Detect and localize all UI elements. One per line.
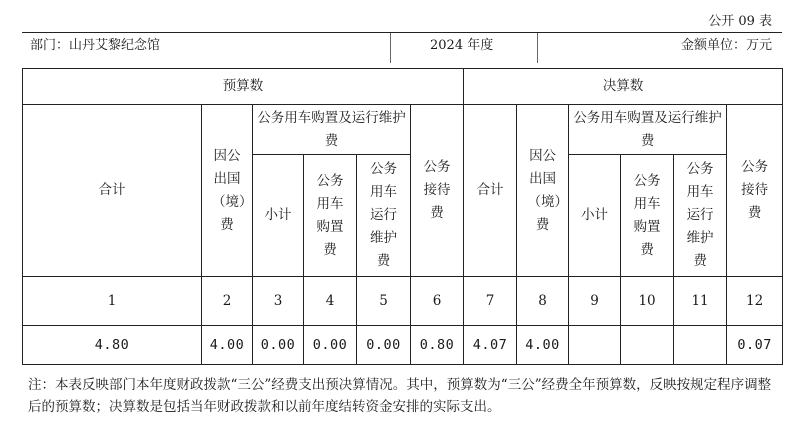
budget-subtotal-header: 小计: [253, 155, 304, 277]
budget-vehicle-purchase-header: 公务用车购置费: [304, 155, 357, 277]
budget-total-header: 合计: [23, 105, 202, 277]
header-divider: [537, 33, 538, 63]
amount-unit: 金额单位：万元: [680, 38, 772, 53]
final-vehicle-operation-header: 公务用车运行维护费: [674, 155, 727, 277]
budget-vehicle-group-header: 公务用车购置及运行维护费: [253, 105, 411, 155]
index-cell: 6: [411, 277, 464, 326]
final-abroad-value: 4.00: [517, 326, 569, 365]
index-cell: 8: [517, 277, 569, 326]
index-cell: 1: [23, 277, 202, 326]
final-reception-header: 公务接待费: [727, 105, 783, 277]
final-total-value: 4.07: [464, 326, 517, 365]
header-divider: [390, 33, 391, 63]
index-cell: 5: [357, 277, 411, 326]
index-row: [23, 277, 783, 326]
budget-reception-value: 0.80: [411, 326, 464, 365]
index-cell: 10: [621, 277, 674, 326]
index-cell: 2: [202, 277, 253, 326]
budget-vehicle-operation-value: 0.00: [357, 326, 411, 365]
index-cell: 3: [253, 277, 304, 326]
fiscal-year: 2024 年度: [430, 38, 494, 53]
index-cell: 12: [727, 277, 783, 326]
table-footnote: 注：本表反映部门本年度财政拨款“三公”经费支出预决算情况。其中，预算数为“三公”经费全年预算数，反映按规定程序调整后的预算数；决算数是包括当年财政拨款和以前年度结转资金安排的实际支出。: [28, 377, 772, 415]
budget-vehicle-operation-header: 公务用车运行维护费: [357, 155, 411, 277]
final-reception-value: 0.07: [727, 326, 783, 365]
final-subtotal-value: [569, 326, 621, 365]
budget-abroad-value: 4.00: [202, 326, 253, 365]
budget-group-header: 预算数: [23, 69, 464, 105]
final-vehicle-operation-value: [674, 326, 727, 365]
form-number: 公开 09 表: [708, 14, 772, 29]
final-abroad-header: 因公出国（境）费: [517, 105, 569, 277]
final-subtotal-header: 小计: [569, 155, 621, 277]
final-vehicle-purchase-header: 公务用车购置费: [621, 155, 674, 277]
budget-vehicle-purchase-value: 0.00: [304, 326, 357, 365]
index-cell: 11: [674, 277, 727, 326]
data-row: [23, 326, 783, 365]
final-total-header: 合计: [464, 105, 517, 277]
three-public-expenses-table: [22, 68, 783, 365]
final-group-header: 决算数: [464, 69, 783, 105]
index-cell: 4: [304, 277, 357, 326]
index-cell: 9: [569, 277, 621, 326]
budget-abroad-header: 因公出国（境）费: [202, 105, 253, 277]
budget-reception-header: 公务接待费: [411, 105, 464, 277]
header-rule: [22, 12, 782, 33]
budget-subtotal-value: 0.00: [253, 326, 304, 365]
budget-total-value: 4.80: [23, 326, 202, 365]
index-cell: 7: [464, 277, 517, 326]
final-vehicle-group-header: 公务用车购置及运行维护费: [569, 105, 727, 155]
department-label: 部门：山丹艾黎纪念馆: [30, 38, 161, 53]
final-vehicle-purchase-value: [621, 326, 674, 365]
